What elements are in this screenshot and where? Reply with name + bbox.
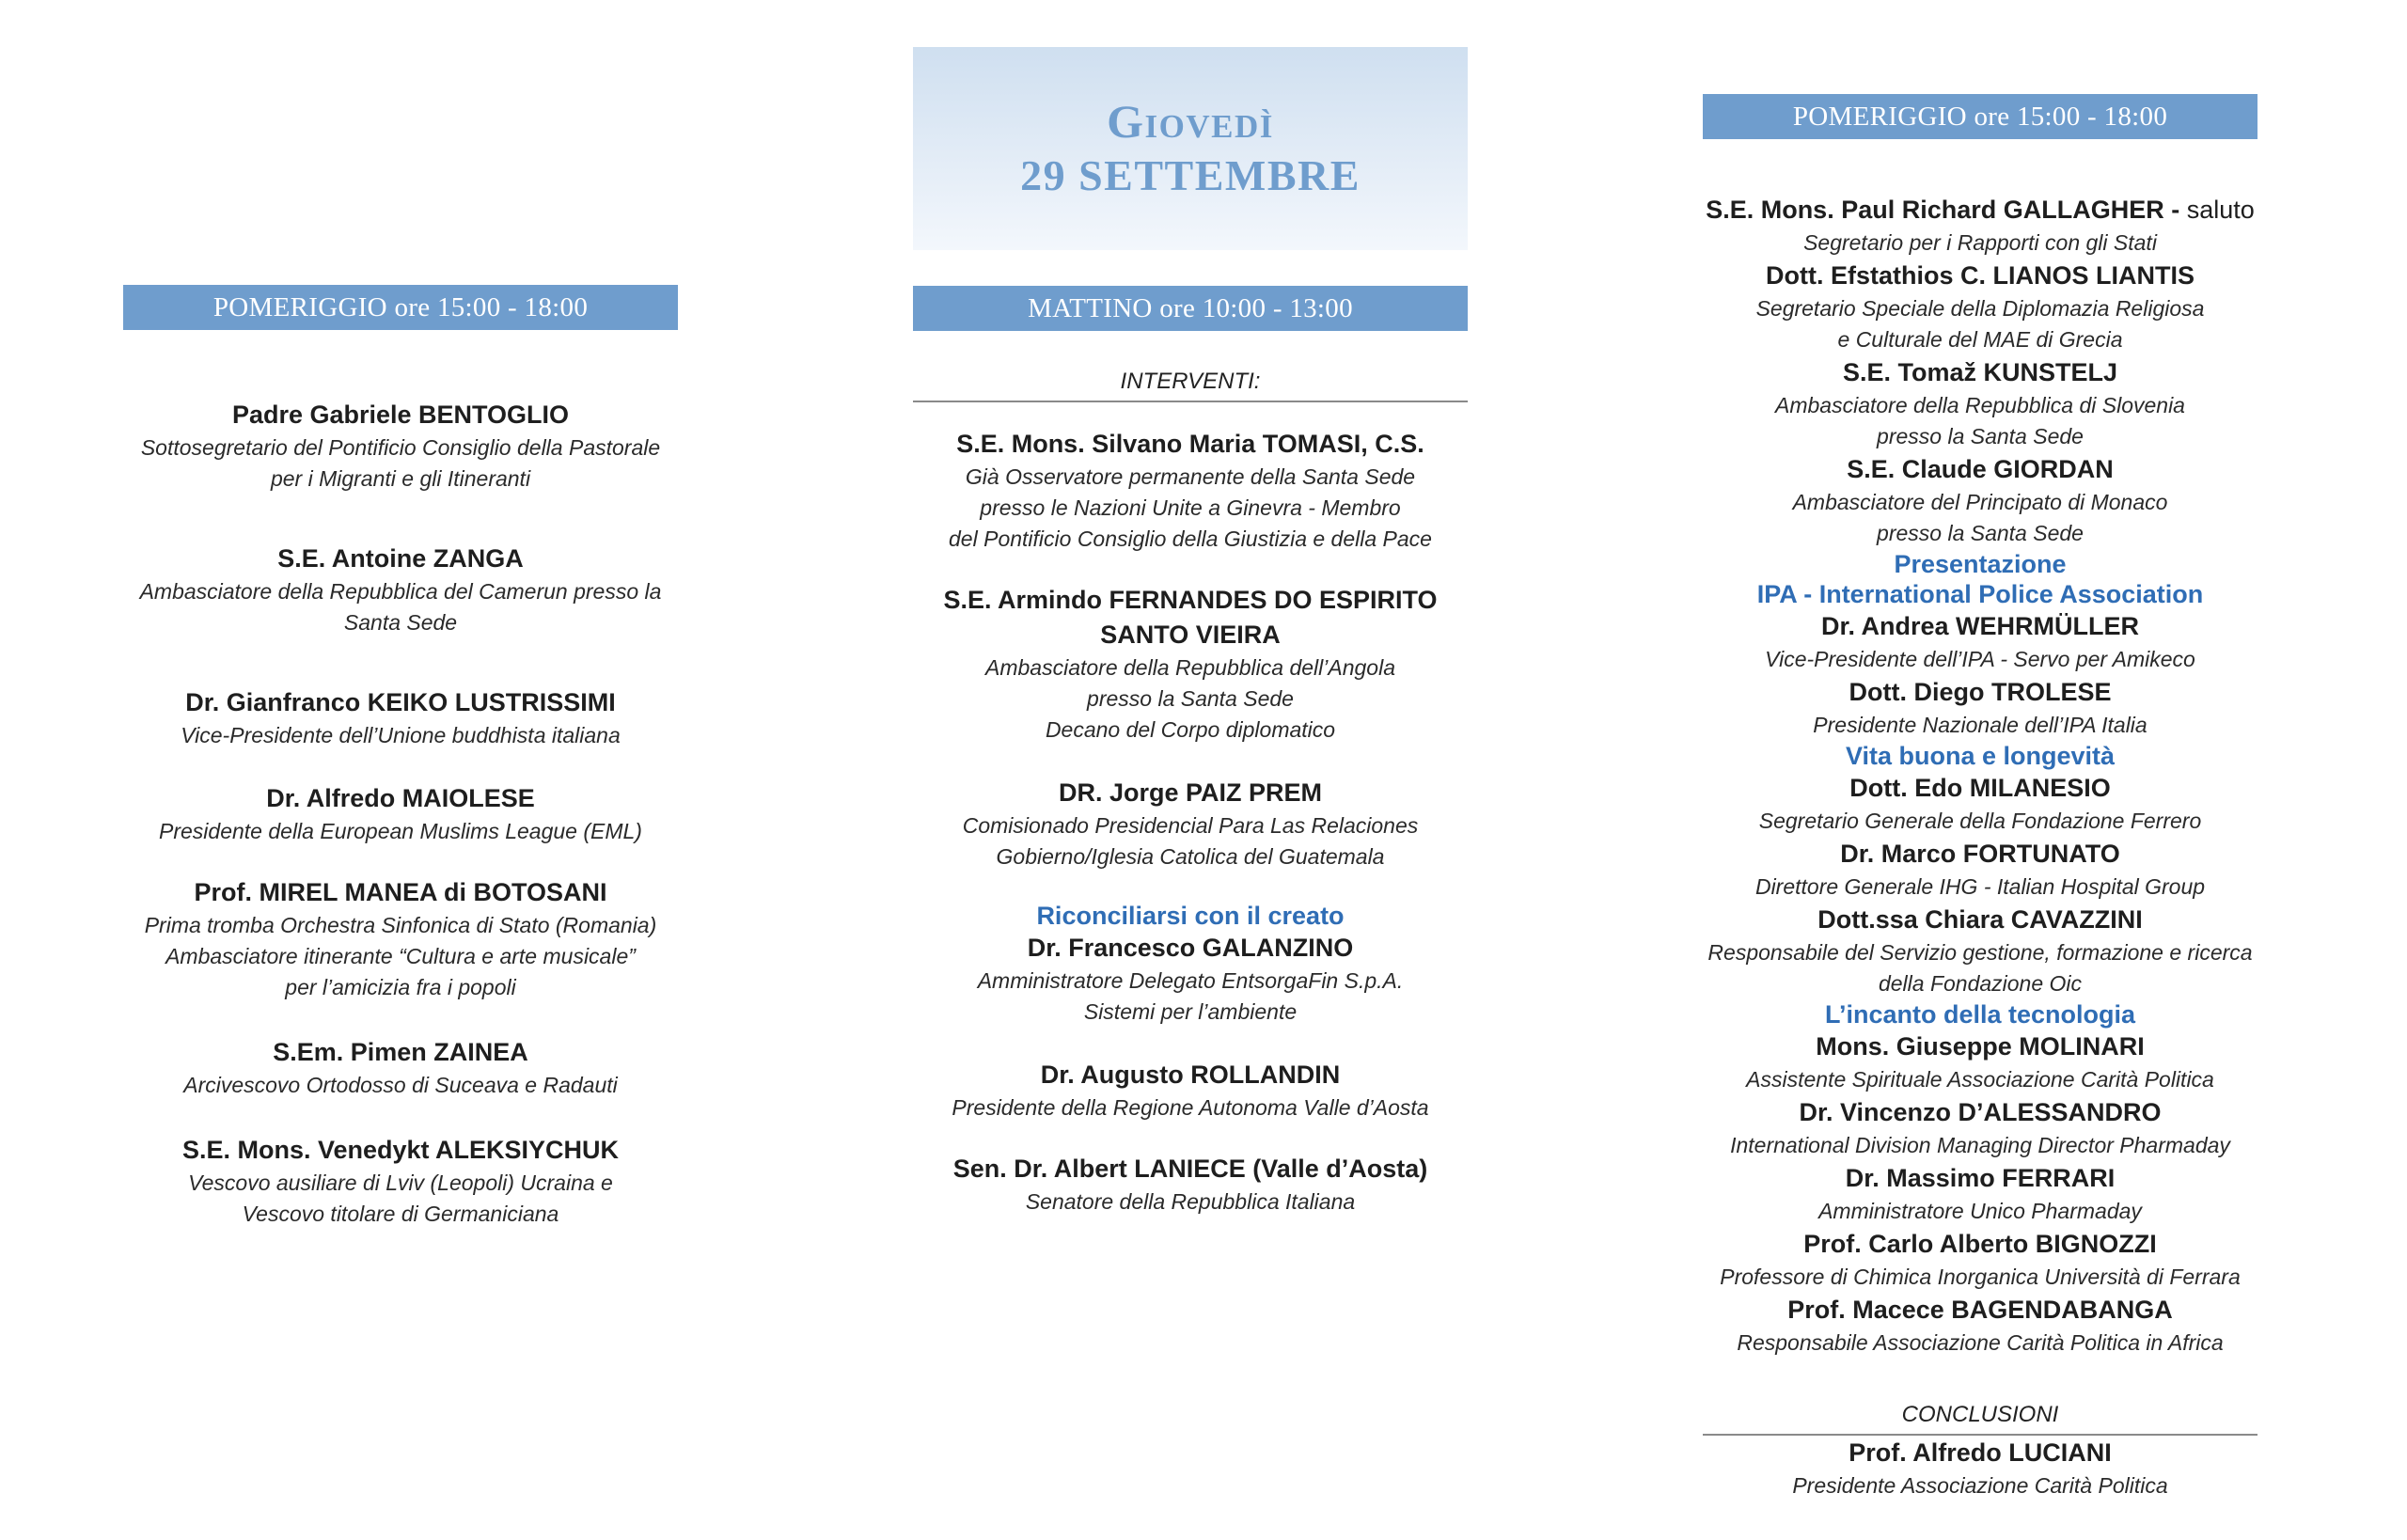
speaker-title: Presidente Associazione Carità Politica — [1792, 1473, 2168, 1498]
speaker-title: del Pontificio Consiglio della Giustizia e della Pace — [949, 526, 1432, 551]
speaker-name: Prof. Macece BAGENDABANGA — [1787, 1296, 2173, 1324]
speaker-entry — [123, 781, 678, 847]
speaker-title: della Fondazione Oic — [1878, 971, 2083, 996]
speaker-entry — [913, 427, 1468, 555]
speaker-title: Amministratore Unico Pharmaday — [1818, 1199, 2142, 1223]
speaker-entry — [1703, 1293, 2258, 1359]
speaker-name: Prof. MIREL MANEA di BOTOSANI — [194, 878, 607, 906]
speaker-title: presso la Santa Sede — [1087, 686, 1294, 711]
speaker-title: Responsabile Associazione Carità Politica in Africa — [1737, 1330, 2224, 1355]
speaker-title: Presidente della European Muslims League (EML) — [159, 819, 642, 843]
speaker-entry — [1703, 1436, 2258, 1501]
speaker-title: Amministratore Delegato EntsorgaFin S.p.A. — [977, 968, 1404, 993]
speaker-title: presso la Santa Sede — [1877, 424, 2084, 448]
speaker-entry — [1703, 452, 2258, 549]
speaker-name: Mons. Giuseppe MOLINARI — [1816, 1032, 2145, 1061]
speaker-entry — [123, 1133, 678, 1230]
speaker-name: S.E. Armindo FERNANDES DO ESPIRITO — [943, 586, 1438, 614]
speaker-title: Sottosegretario del Pontificio Consiglio della Pastorale — [140, 435, 661, 460]
speaker-entry — [123, 542, 678, 638]
speaker-entry — [1703, 259, 2258, 355]
speaker-entry — [1703, 549, 2258, 675]
speaker-title: Vescovo titolare di Germaniciana — [242, 1202, 559, 1226]
speaker-entry — [1703, 837, 2258, 903]
speaker-title: Segretario per i Rapporti con gli Stati — [1803, 230, 2157, 255]
speaker-title: Ambasciatore itinerante “Cultura e arte musicale” — [165, 944, 636, 968]
speaker-title: Direttore Generale IHG - Italian Hospital Group — [1754, 874, 2206, 899]
speaker-title: Prima tromba Orchestra Sinfonica di Stato (Romania) — [144, 913, 657, 937]
speaker-entry — [1703, 1227, 2258, 1293]
speaker-title: presso le Nazioni Unite a Ginevra - Membro — [980, 495, 1401, 520]
speaker-name-text: S.E. Mons. Paul Richard GALLAGHER - — [1706, 196, 2187, 224]
speaker-title: Vice-Presidente dell’IPA - Servo per Amikeco — [1765, 647, 2195, 671]
speaker-title: Arcivescovo Ortodosso di Suceava e Radauti — [183, 1073, 618, 1097]
speaker-name: Dr. Marco FORTUNATO — [1840, 840, 2120, 868]
speaker-title: Segretario Speciale della Diplomazia Religiosa — [1755, 296, 2205, 321]
topic-heading: Presentazione — [1894, 550, 2067, 578]
topic-heading: L’incanto della tecnologia — [1824, 1000, 2136, 1029]
speaker-entry — [1703, 1095, 2258, 1161]
speaker-name: S.E. Mons. Silvano Maria TOMASI, C.S. — [956, 430, 1424, 458]
speaker-name: Dr. Massimo FERRARI — [1845, 1164, 2116, 1192]
speaker-entry — [913, 776, 1468, 872]
afternoon-time-band: POMERIGGIO ore 15:00 - 18:00 — [1703, 94, 2258, 139]
speaker-entry — [1703, 903, 2258, 999]
speaker-name: Dr. Augusto ROLLANDIN — [1040, 1061, 1341, 1089]
speaker-title: per l’amicizia fra i popoli — [285, 975, 516, 999]
speaker-title: per i Migranti e gli Itineranti — [270, 466, 531, 491]
speaker-name: Prof. Carlo Alberto BIGNOZZI — [1803, 1230, 2157, 1258]
day-header — [913, 47, 1468, 250]
speaker-title: Sistemi per l’ambiente — [1083, 999, 1298, 1024]
speaker-name: S.Em. Pimen ZAINEA — [273, 1038, 528, 1066]
speaker-title: Comisionado Presidencial Para Las Relaciones — [962, 813, 1419, 838]
speaker-name: Dr. Gianfranco KEIKO LUSTRISSIMI — [185, 688, 616, 716]
speaker-name: S.E. Claude GIORDAN — [1847, 455, 2114, 483]
section-heading-interventi: INTERVENTI: — [913, 367, 1468, 402]
speaker-role-suffix: saluto — [2186, 196, 2255, 224]
speaker-name: S.E. Antoine ZANGA — [277, 544, 524, 573]
speaker-entry — [1703, 999, 2258, 1095]
speaker-entry — [123, 1035, 678, 1101]
speaker-title: Presidente Nazionale dell’IPA Italia — [1813, 713, 2147, 737]
section-heading-conclusioni: CONCLUSIONI — [1703, 1400, 2258, 1436]
speaker-name: Dr. Alfredo MAIOLESE — [266, 784, 535, 812]
speaker-title: Ambasciatore della Repubblica del Camerun presso la — [139, 579, 662, 604]
speaker-name: Dott.ssa Chiara CAVAZZINI — [1817, 905, 2143, 934]
speaker-title: Presidente della Regione Autonoma Valle d’Aosta — [952, 1095, 1429, 1120]
speaker-name: DR. Jorge PAIZ PREM — [1058, 778, 1323, 807]
speaker-name: Dr. Vincenzo D’ALESSANDRO — [1799, 1098, 2162, 1126]
morning-time-band: MATTINO ore 10:00 - 13:00 — [913, 286, 1468, 331]
speaker-name: Sen. Dr. Albert LANIECE (Valle d’Aosta) — [952, 1155, 1428, 1183]
topic-heading: Riconciliarsi con il creato — [1036, 902, 1345, 930]
speaker-entry — [1703, 741, 2258, 837]
speaker-title: Vice-Presidente dell’Unione buddhista italiana — [181, 723, 621, 747]
speaker-title: Ambasciatore del Principato di Monaco — [1792, 490, 2168, 514]
speaker-title: Responsabile del Servizio gestione, formazione e ricerca — [1707, 940, 2253, 965]
speaker-title: Ambasciatore della Repubblica dell’Angola — [985, 655, 1395, 680]
speaker-title: Assistente Spirituale Associazione Carità Politica — [1746, 1067, 2214, 1092]
speaker-name: Padre Gabriele BENTOGLIO — [231, 401, 570, 429]
speaker-name: Dott. Efstathios C. LIANOS LIANTIS — [1766, 261, 2195, 290]
day-name: Giovedì — [1107, 95, 1274, 148]
speaker-name: S.E. Tomaž KUNSTELJ — [1842, 358, 2118, 386]
speaker-entry — [913, 583, 1468, 746]
topic-heading: IPA - International Police Association — [1756, 580, 2204, 608]
speaker-title: Senatore della Repubblica Italiana — [1025, 1189, 1356, 1214]
speaker-entry — [1703, 675, 2258, 741]
day-date: 29 SETTEMBRE — [1020, 151, 1361, 199]
speaker-name: Dr. Andrea WEHRMÜLLER — [1820, 612, 2139, 640]
speaker-title: Segretario Generale della Fondazione Ferrero — [1758, 809, 2202, 833]
speaker-entry — [123, 685, 678, 751]
speaker-title: Gobierno/Iglesia Catolica del Guatemala — [996, 844, 1385, 869]
speaker-name: Dott. Diego TROLESE — [1849, 678, 2112, 706]
morning-column — [913, 47, 1468, 1218]
speaker-title: Ambasciatore della Repubblica di Slovenia — [1775, 393, 2185, 417]
speaker-title: Vescovo ausiliare di Lviv (Leopoli) Ucraina e — [188, 1171, 613, 1195]
speaker-name-continued: SANTO VIEIRA — [1100, 621, 1281, 649]
speaker-entry — [913, 1058, 1468, 1124]
speaker-title: International Division Managing Director Pharmaday — [1730, 1133, 2230, 1157]
speaker-name: Dott. Edo MILANESIO — [1849, 774, 2111, 802]
speaker-entry — [1703, 1161, 2258, 1227]
speaker-entry — [1703, 193, 2258, 259]
speaker-entry — [123, 398, 678, 495]
afternoon-time-band: POMERIGGIO ore 15:00 - 18:00 — [123, 285, 678, 330]
speaker-entry — [1703, 355, 2258, 452]
afternoon-column-right — [1703, 94, 2258, 1501]
speaker-title: e Culturale del MAE di Grecia — [1837, 327, 2123, 352]
topic-heading: Vita buona e longevità — [1845, 742, 2116, 770]
speaker-title: Santa Sede — [343, 610, 458, 635]
speaker-title: Professore di Chimica Inorganica Università di Ferrara — [1720, 1265, 2241, 1289]
speaker-name — [1703, 193, 2258, 228]
speaker-entry — [123, 875, 678, 1003]
speaker-entry — [913, 901, 1468, 1028]
afternoon-column-left — [123, 285, 678, 1230]
speaker-name: Dr. Francesco GALANZINO — [1027, 934, 1354, 962]
speaker-name: Prof. Alfredo LUCIANI — [1849, 1438, 2112, 1467]
speaker-entry — [913, 1152, 1468, 1218]
speaker-title: presso la Santa Sede — [1877, 521, 2084, 545]
speaker-title: Decano del Corpo diplomatico — [1045, 717, 1336, 742]
speaker-name: S.E. Mons. Venedykt ALEKSIYCHUK — [181, 1136, 620, 1164]
speaker-title: Già Osservatore permanente della Santa Sede — [965, 464, 1416, 489]
